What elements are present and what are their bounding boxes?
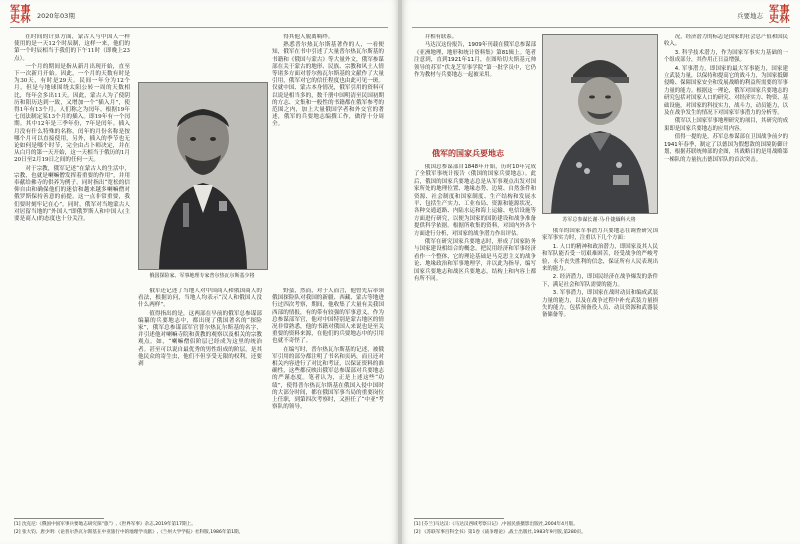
paragraph: 2. 经济潜力，即国民经济在战争爆发的条件下，满足社会和军队需要的能力。: [542, 274, 658, 288]
explorer-portrait: [138, 82, 268, 270]
left-col-1: [14, 34, 130, 514]
paragraph: 马达汉这份报告，1909年刊载在俄军总参谋部《亚洲地理、地形和统计资料集》第81辑上。笔者注意到，直到1921年11月，在图哈切夫斯基元帅领导的苏军“伏龙芝军事学院”第一批学员中，它仍作为教材与兵要地志一起被采用。: [414, 42, 536, 79]
right-col-2: [542, 228, 658, 516]
portrait-image: [543, 35, 657, 213]
paragraph: 3. 科学技术潜力，作为国家军事实力基础的一个组成部分，其作用正日益增强。: [664, 49, 788, 64]
paragraph: 值得指出的是，这两部在早前的俄军总参谋部编纂的兵要地志中，都出现了俄国著名的“探险家”，俄军总参谋部军官普尔热瓦尔斯基的名字，并引述他对喇嘛寺院和黄教的观察以及相关的宗教观点。如，“喇嘛僧侣阶层已经成为这里的统治者。甚至可以说自最优秀的男性组成的阶层，是其他民众的寄生虫，他们不但享受无限的权利，还要剥: [138, 310, 262, 368]
paragraph: 值得一提的是，苏军总参谋部在卫国战争前夕的1941年春季，制定了以德国为假想敌的国境防御计划，根据苏联统帅部的企图，其战略目的是用战略第一梯队的力量抗击德国军队的首次突击。: [664, 134, 788, 163]
logo-line1: 军事: [10, 5, 31, 16]
paragraph: 1. 人口的精神和政治潜力，即国家及其人民和军队能否受一切艰难困苦，经受战争的严峻考验，永不丧失胜利的信念，保证所有人民表现出来的能力。: [542, 243, 658, 273]
general-portrait: [542, 34, 658, 214]
right-col-1-top: [414, 34, 536, 146]
paragraph: 一个月的期间是指从新月出现开始，直至下一次新月开始。因此，一个月的天数有时是为30天，有时是29天。民间一年分为12个月，但是与地球围绕太阳公转一周的天数相比，每年会多出11天。因此，蒙古人为了使阴历和阳历达到一致，又增加一个“插入月”，使得1年有13个月。人们称之为闰年。根据19年七闰法制定某13个月的插入。即19年有一个闰期。其中12年是三季年份，7年是闰年。插入月没有什么特殊的名称，闰年的月份名称是按哪个月可以直接使用，另外，插入的季节也无论如何是哪个时节，完全由占卜师决定，并在从白月的第一天开始，这一天相当于俄历的1月20日至2月19日之间的任何一天。: [14, 63, 130, 164]
footnote-2: [2] 张大钧、唐少明:《论普尔热瓦尔斯基在中亚旅行中的地理学贡献》,《兰州大学学报》社科版,1986年第1期。: [14, 530, 244, 535]
footnote-rule: [414, 518, 504, 519]
paragraph: 俄军的国家军事潜力兵要地志在调查研究国家军事实力时，注重以下几个方面：: [542, 228, 658, 242]
left-page: [0, 0, 398, 544]
paragraph: 俄军还记述了当地人对中国商人和俄国商人的看法，根据访问，当地人均表示“汉人和俄国人没什么两样”。: [138, 288, 262, 309]
issue-label: 2020年03期: [37, 11, 75, 20]
section-label: 兵要地志: [737, 11, 763, 20]
paragraph: 俄军在研究国家兵要地志时，形成了国家防务与国家建设相结合的概念，把民用经济和军事经济看作一个整体，它的理论基础是马克思主义的战争论、地缘政治和军事地理学，并以此为指导，编写国家兵要地志和战区兵要地志，结构上和内容上都有所不同。: [414, 239, 536, 283]
header-rule: [10, 27, 388, 28]
left-col-2-top: [272, 34, 384, 284]
left-header: [10, 4, 75, 26]
paragraph: 俄国总参谋部自1848年开始，历时10年完成了全俄军事统计报告（俄国的国家兵要地志）。此后，俄国的国家兵要地志总是从军事观点出发对国家所处的地理位置、地缘态势、边境、自然条件和资源、社会制度和国家制度、生产结构和发展水平、包括生产实力、工业布局、资源和能源状况、各种交通道路、内陆水运和海上运输、电信设施等方面进行研究，以便为国家的国防建设和战争准备提供科学依据。根据所收集的资料，对国内外各个方面进行分析，对国家的战争潜力作出评估。: [414, 164, 536, 237]
footnote-rule: [14, 518, 104, 519]
logo-line2: 史林: [10, 14, 31, 25]
paragraph: 俄军以上国家军事地理研究的项目，其研究的成果即是国家兵要地志的应用内容。: [664, 118, 788, 132]
section-title: 俄军的国家兵要地志: [432, 149, 504, 158]
paragraph: 况，经济潜力的标志是国家的社会总产值和国民收入。: [664, 34, 788, 48]
right-col-3: [664, 34, 788, 516]
paragraph: 3. 军事潜力，即国家在战时动员和编成武装力量的能力，以及在战争过程中补充武装力量损失的能力，包括预备役人员、动员资源和武器装备储备等。: [542, 290, 658, 319]
header-rule: [412, 27, 790, 28]
paragraph: 野蛮，然而，对于人而言，他曾先后率领俄国探险队对我国的新疆、西藏、蒙古等地进行过四次考察，期间，他收集了大量有关我国西部的情报，有的带有较强的军事意义。作为总参谋部军官，他对中国特别是蒙古地区的情况非常熟悉，他的书籍对俄国人来说也是至关重要的资料来源，在他们的兵要地志中的引用也就不奇怪了。: [272, 288, 384, 345]
left-col-3: [272, 288, 384, 516]
footnote-1: [1] [芬兰]马达汉:《马达汉西域考察日记》,中国民族摄影出版社,2004年4月版。: [414, 522, 578, 527]
magazine-logo: [10, 6, 31, 24]
left-col-2-bottom: [138, 288, 262, 516]
footnote-1: [1] 沈克尼:《俄国中国军事兵要地志研究探“旅”》,《世界军事》杂志,2019年第17期上。: [14, 522, 196, 527]
footnote-2: [2] 《苏联军事百科全书》第1卷《战争理论》,战士出版社,1983年9月版,第280页。: [414, 530, 586, 535]
right-page: [402, 0, 800, 544]
logo-line2: 史林: [769, 14, 790, 25]
logo-line1: 军事: [769, 5, 790, 16]
paragraph: 在编写时，普尔热瓦尔斯基的记述，被俄军引用的部分都注明了书名和页码，而且还对相关内容进行了对比和考证，以保证资料的准确性，这些都反映出俄军总参谋部对兵要地志的严谨态度。笔者认为，正是上述这些“功绩”，使得普尔热瓦尔斯基在俄国入侵中国时的大部分时间，都在俄国军事当局的重要岗位上任职，到第四次考察时，又担任了“中亚”考察队的领导。: [272, 346, 384, 411]
paragraph: 在时间的计算方面，蒙古人与中国人一样使用的是一天12个时辰制，这样一来，他们的第一个时辰相当于我们的下午11时（即晚上23点）。: [14, 34, 130, 62]
paragraph: 并相有联系。: [424, 34, 458, 40]
paragraph: 对于宗教，俄军记述“在蒙古人的生活中，宗教，也就是喇嘛僧发挥着重要的作用”，并用奉献给佛寺的供养为例子。同时指出“宽松的信仰自由和确保他们的迷信和越来越多喇嘛僧对俄罗斯保持善意的前提。这一点非常重要，我们要时刻牢记在心”。同时，俄军对当地蒙古人对居留当地的“外国人”即俄罗斯人和中国人(主要是商人)的态度也十分关注。: [14, 165, 130, 223]
photo-caption: 苏军总参谋长谢·马·什捷缅科大将: [562, 217, 636, 223]
paragraph: 4. 军事潜力，即国家的最大军事能力，国家建立武装力量，以保持和提高它的战斗力，为国家抵御侵略、保障国家安全和发展战略的利益所需要的军事力量的能力。根据这一理论，俄军对国家兵要地志的研究包括对国家人口的研究、对经济实力、物资、基础设施，对国家的科技实力，战斗力，动员能力，以及在战争发生的情况下对国家军事潜力的分析等。: [664, 65, 788, 117]
paragraph: 得其他人脱离羁绊。: [283, 34, 334, 40]
right-col-1-bottom: [414, 164, 536, 516]
right-header: [737, 4, 790, 26]
paragraph: 熟悉普尔热瓦尔斯基著作的人，一看便知，俄军在书中引述了大量普尔热瓦尔斯基的书籍和《俄国与蒙古》等大量外文，俄军参谋部在关于蒙古的地形、民族、宗教和风土人情等诸多方面对普尔热瓦尔斯基的文献作了大量引用，俄军对它的信任程度也由此可见一斑。仅就中国、蒙古本身情况，俄军引用的资料可以说是相当多的，数千册中国明清至民国初期的方志、文集和一般性的书籍都在俄军参考的范围之内，加上大量俄国学者和外交官的著述，俄军的兵要地志编撰工作，做得十分周全。: [272, 42, 384, 128]
portrait-image: [139, 83, 267, 269]
photo-caption: 俄国探险家、军事地理专家普尔热瓦尔斯基少将: [149, 273, 255, 279]
magazine-logo: [769, 6, 790, 24]
